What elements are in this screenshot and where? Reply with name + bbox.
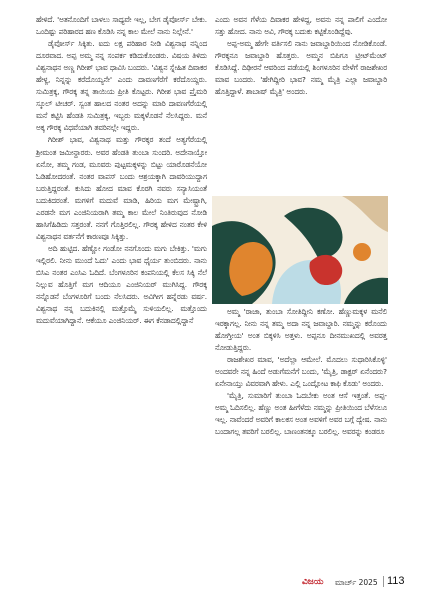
article-left-column	[36, 14, 207, 327]
issue-month: ಮಾರ್ಚ್ 2025	[335, 578, 378, 587]
article-paragraph: ಹೇಳಿದೆ. 'ಅತನೊಂದಿಗೆ ಬಾಳಲು ಸಾಧ್ಯವೇ ಇಲ್ಲ, ಬೇಗ ಡೈವೋರ್ಸ್ ಬೇಕು. ಒಂದಿಷ್ಟು ಪರಿಹಾರದ ಹಣ ಕೊಡಿಸಿ ನನ್ನ ಕಾಲ ಮೇಲೆ ನಾನು ನಿಲ್ಲೇನೆ.'	[36, 15, 207, 37]
article-paragraph: ರಾಜಶೇಖರ ಮಾವ, 'ಅದೆಲ್ಲಾ ಆಮೇಲೆ. ಮೊದಲು ಸುಧಾರಿಸಿಕೊಳ್ಳಿ' ಅಂದವರೇ ನನ್ನ ಹಿಂದೆ ಅಡುಗೆಮನೆಗೆ ಬಂದು, 'ಮೈತ್ರಿ, ಡಾಕ್ಟರ್ ಏನೆಂದರು? ಏನೇನಾಯ್ತು ವಿವರವಾಗಿ ಹೇಳು. ಎಲ್ಲಿ ಒಂದ್ಲೋಟ ಕಾಫಿ ಕೊಡು' ಅಂದರು.	[215, 355, 387, 389]
page-footer	[0, 574, 422, 594]
illustration-graphic	[212, 196, 388, 304]
article-paragraph: 'ಮೈತ್ರಿ, ಸುಮಾರಿಗೆ ತುಂಬಾ ಓದಬೇಕು ಅಂತ ಆಸೆ ಇತ್ತಂತೆ. ಅಪ್ಪ-ಅಮ್ಮ ಓದಿಸಲಿಲ್ಲ. ಹೆಣ್ಣು ಅಂತ ಹೀಗೆಳೆದು ನಮ್ಮನ್ನು ಪ್ರೀತಿಯಿಂದ ಬೆಳೆಸಲೂ ಇಲ್ಲ. ನಾವೆಂದರೆ ಅವರಿಗೆ ಕಾಲಕಸ ಅಂತ ಅವಳಿಗೆ ಅವರ ಬಗ್ಗೆ ದ್ವೇಷ. ನಾನು ಬಂದಾಗಲ್ಲ ತವರಿಗೆ ಬರಲಿಲ್ಲ. ಬಾಣಂತನಕ್ಕೂ ಬರಲಿಲ್ಲ. ಅವರನ್ನು ಕಂಡರೂ	[215, 391, 387, 437]
article-paragraph: ಎಂದು ಅವನ ಗೆಳೆಯ ದಿವಾಕರ ಹೇಳಿದ್ದ, ಅವನು ನನ್ನ ಪಾಲಿಗೆ ಎಂದೋ ಸತ್ತು ಹೋದ. ನಾನು ಅವಿ, ಗೌರಕ್ಕ ಬದುಕು ಕಟ್ಟಿಕೊಂಡಿದ್ದೆವು.	[215, 15, 387, 37]
article-paragraph: ಅದಿ ಹುಟ್ಟಿದ. ಹೆಣ್ಣೋ ಗಂಡೋ ನನಗೊಂದು ಮಗು ಬೇಕಿತ್ತು. 'ಮಗು ಇಲ್ಲಿರಲಿ. ನೀನು ಮುಂದೆ ಓದು' ಎಂದು ಭಾವ ಧೈರ್ಯ ತುಂಬಿದರು. ನಾನು ಬಿಸಿಎ ನಂತರ ಎಂಸಿಎ ಓದಿದೆ. ಬೆಂಗಳೂರಿನ ಕಂಪನಿಯಲ್ಲಿ ಕೆಲಸ ಸಿಕ್ಕಿ ನೆಲೆ ನಿಲ್ಲುವ ಹೊತ್ತಿಗೆ ಮಗ ಆದಿಯೂ ಎಂಜಿನಿಯರ್ ಮುಗಿಸಿದ್ದ. ಗೌರಕ್ಕ ನನ್ನೊಡನೆ ಬೆಂಗಳೂರಿಗೆ ಬಂದು ನೆಲಸಿದರು. ಅವಿಗೀಗ ಹನ್ನೆರಡು ವರ್ಷ. ವಿಶ್ವನಾಥ ನನ್ನ ಬದುಕಿನಲ್ಲಿ ಮತ್ತೊಮ್ಮೆ ಸುಳಿಯಲಿಲ್ಲ. ಮತ್ತೊಂದು ಮದುವೆಯಾಗಿದ್ದಾನೆ. ಆಕೆಯೂ ಎಂಜಿನಿಯರ್. ಈಗ ಕೆನಡಾದಲ್ಲಿದ್ದಾನೆ	[36, 243, 207, 326]
article-paragraph: ಅಮ್ಮ 'ರಾಜಾ, ತುಂಬಾ ಸೋತಿದ್ದೀನಿ ಕಣೋ. ಹೆಣ್ಣುಮಕ್ಕಳ ಮನೆಲಿ ಇರಕ್ಕಾಗಲ್ಲ. ನೀನು ನನ್ನ ತಮ್ಮ ಅದಾ ನನ್ನ ಜವಾಬ್ದಾರಿ. ನಮ್ಮನ್ನು ಕರೊಂದು ಹೋಗ್ತೀಯ' ಅಂತ ಬಿಕ್ಕಳಿಸಿ ಅತ್ತಳು. ಅಪ್ಪನೂ ದೀನಮುಖದಲ್ಲಿ ಅವರತ್ತ ನೋಡುತ್ತಿದ್ದರು.	[215, 307, 387, 353]
article-paragraph: ಡೈವೋರ್ಸ್ ಸಿಕ್ಕಿತು. ಐದು ಲಕ್ಷ ಪರಿಹಾರ ನೀಡಿ ವಿಶ್ವನಾಥ ನನ್ನಿಂದ ದೂರವಾದ. ಅಪ್ಪ ಅಮ್ಮ ನನ್ನ ಸಂಪರ್ಕ ಕಡಿದುಕೊಂಡರು. ವಿಷಯ ತಿಳಿದು ವಿಶ್ವನಾಥನ ಅಣ್ಣ ಗಿರೀಶ್ ಭಾವ ಧಾವಿಸಿ ಬಂದರು. 'ವಿಶ್ವನ ಸ್ನೇಹಿತ ದಿವಾಕರ ಹೇಳ್ದ, ನಿನ್ನನ್ನು ಕರೆದೊಯ್ಯನೇ' ಎಂದು ದಾವಣಗೆರೆಗೆ ಕರೆದೊಯ್ದರು. ಸುಮಿತ್ರಕ್ಕ, ಗೌರಕ್ಕ ತನ್ನ ತಾಯಿಯ ಪ್ರೀತಿ ಕೊಟ್ಟರು. ಗಿರೀಶ ಭಾವ ಪ್ರೈಮರಿ ಸ್ಕೂಲ್ ಟೀಚರ್. ಸ್ವಂತ ಹಾಲದ ನಂತರ ಅದನ್ನು ಮಾರಿ ದಾವಣಗೆರೆಯಲ್ಲಿ ಮನೆ ಕಟ್ಟಿಸಿ ಹೆಂಡತಿ ಸುಮಿತ್ರಕ್ಕ, ಇಬ್ಬರು ಮಕ್ಕಳೊಡನೆ ನೆಲಸಿದ್ದರು. ಮನೆ ಅಕ್ಕ ಗೌರಕ್ಕ ವಿಧವೆಯಾಗಿ ತವರಿನಲ್ಲೇ ಇದ್ದರು.	[36, 39, 207, 133]
orange-dot	[353, 243, 371, 261]
article-right-column-top	[215, 14, 387, 98]
footer-divider	[383, 576, 384, 587]
article-paragraph: ಗಿರೀಶ್ ಭಾವ, ವಿಶ್ವನಾಥ ಮತ್ತು ಗೌರಕ್ಕರ ತಂದೆ ಅತ್ಯಗೆರೆಯಲ್ಲಿ ಶ್ರೀಮಂತ ಜಮೀನ್ದಾರರು. ಅವರ ಹೆಂಡತಿ ತುಂಬಾ ಸುಂದರಿ. ಅದೇನಾಯ್ತೋ ಏನೋ, ತಮ್ಮ ಗಂಡ, ಮೂವರು ಪುಟ್ಟಮಕ್ಕಳನ್ನು ಬಿಟ್ಟು ಯಾರೊಡನೆಯೋ ಓಡಿಹೋದರಂತೆ. ನಂತರ ವಾಪಸ್ ಬಂದು ಆಶ್ರಯಕ್ಕಾಗಿ ದಾವರಿಯುದ್ದಾಗ ಬರುತ್ತಿದ್ದರಂತೆ. ಕುಸಿದು ಹೋದ ಮಾವ ಕೊರಗಿ ನವರು ಸನ್ಯಾಸಿಯಂತೆ ಬದುಕಿದರಂತೆ. ಮಗಳಿಗೆ ಮದುವೆ ಮಾಡಿ, ಹಿರಿಯ ಮಗ ಮೇಷ್ಟ್ರಾಗಿ, ಎರಡನೇ ಮಗ ಎಂಜಿನಿಯರಾಗಿ ತಮ್ಮ ಕಾಲ ಮೇಲೆ ನಿಂತಿರುವುದ ನೋಡಿ ಹಾಸಿಗೆಹಿಡಿದು ಸತ್ತರಂತೆ. ನನಗೆ ಗೊತ್ತಿರಲಿಲ್ಲ. ಗೌರಕ್ಕ ಹೇಳಿದ ನಂತರ ಕೇಳಿ ವಿಶ್ವನಾಥನ ವರ್ತನೆಗೆ ಕಾರಣವೂ ಸಿಕ್ಕಿತ್ತು.	[36, 135, 207, 241]
magazine-brand: ವಿಜಯ	[302, 577, 324, 587]
article-right-column-bottom	[215, 306, 387, 439]
page-number: 113	[387, 575, 405, 587]
article-paragraph: ಅಪ್ಪ-ಅಮ್ಮ ಹೇಗೇ ವರ್ತಿಸಲಿ ನಾನು ಜವಾಬ್ದಾರಿಯಿಂದ ನೋಡಿಕೊಂಡೆ. ಗೌರಕ್ಕನೂ ಜವಾಬ್ದಾರಿ ಹೊತ್ತರು. ಅಮ್ಮನ ಬಿಪಿಗೂ ಟ್ರೀಟ್‌ಮೆಂಟ್ ಕೊಡಿಸಿದ್ದೆ. ದಿಢೀರನೆ ಆವರಿಂದ ಪಡೆಯಲ್ಲಿ ಶಿಂಗಳೂರಿನ ವೇಳೆಗೆ ರಾಜಶೇಖರ ಮಾವ ಬಂದರು. 'ಹೇಗಿದ್ದೀರಿ ಭಾವ? ನಮ್ಮ ಮೈತ್ರಿ ಎಲ್ಲಾ ಜವಾಬ್ದಾರಿ ಹೊತ್ತಿದ್ದಾಳೆ. ಶಾಬಾಷ್ ಮೈತ್ರಿ' ಅಂದರು.	[215, 39, 387, 97]
story-illustration	[212, 196, 388, 304]
